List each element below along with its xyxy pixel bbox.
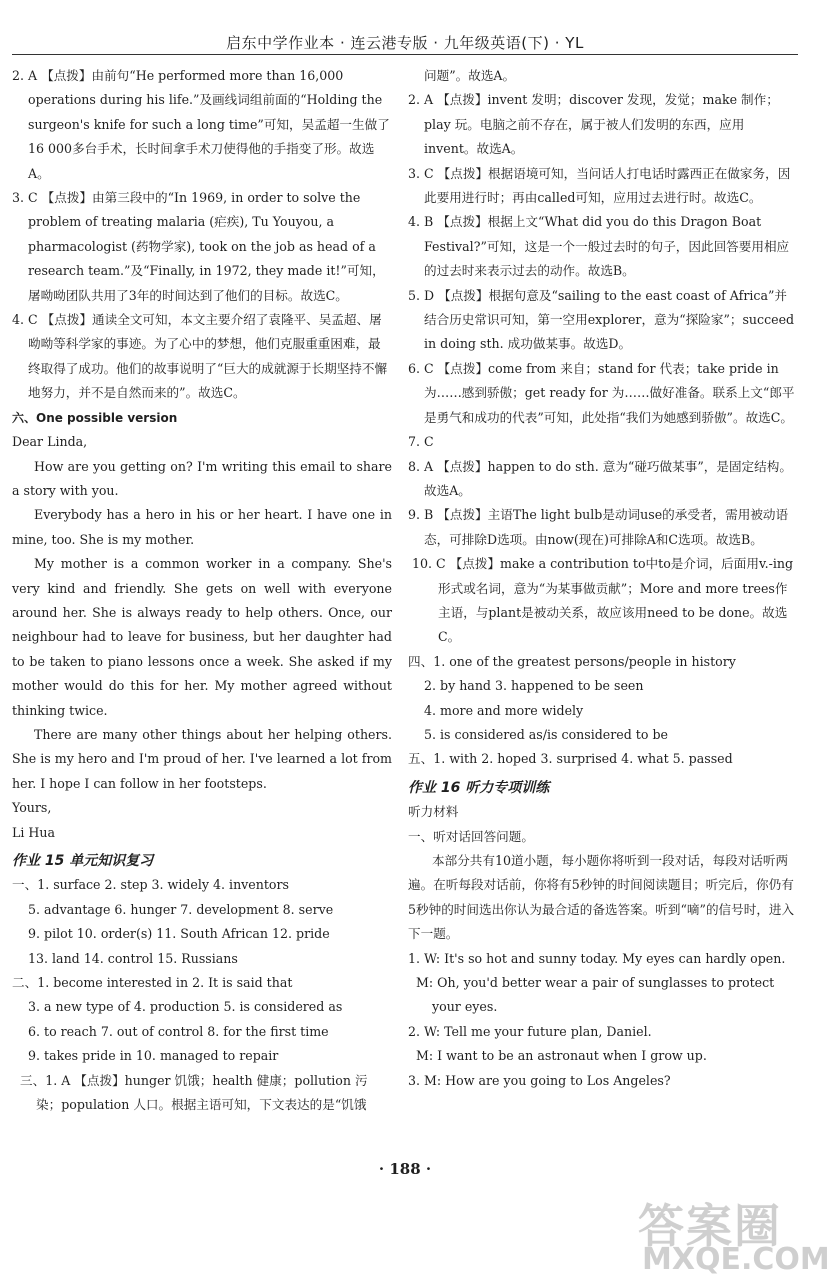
listening-item: M: I want to be an astronaut when I grow up. [416,1048,707,1064]
letter-paragraph: There are many other things about her helping others. She is my hero and I'm proud of her. I've learned a lot from her. I hope I can follow in her footsteps. [12,726,392,791]
letter-paragraph: How are you getting on? I'm writing this email to share a story with you. [12,458,392,498]
listening-item: 1. W: It's so hot and sunny today. My eyes can hardly open. [408,950,786,966]
section-16-subtitle: 听力材料 [408,804,459,820]
answer-item: 问题”。故选A。 [424,68,516,83]
answer-item: 3. C 【点拨】根据语境可知，当问话人打电话时露西正在做家务，因此要用进行时；再由called可知，应用过去进行时。故选C。 [408,165,791,206]
letter-closing: Yours, [12,800,52,816]
answer-item: 5. is considered as/is considered to be [424,726,668,742]
left-answers [12,64,392,430]
listening-item: 2. W: Tell me your future plan, Daniel. [408,1023,652,1039]
listening-item: M: Oh, you'd better wear a pair of sunglasses to protect your eyes. [416,975,775,1015]
answer-item: 3. C 【点拨】由第三段中的“In 1969, in order to solve the problem of treating malaria (疟疾), Tu Youyou, a pharmacologist (药物学家), took on the job as head of a research team.”及“Finally, in 1972, they made it!”可知，屠呦呦团队共用了3年的时间达到了他们的目标。故选C。 [12,190,385,303]
right-column [408,64,796,1093]
answer-item: 5. advantage 6. hunger 7. development 8. serve [28,901,334,917]
answer-item: 9. pilot 10. order(s) 11. South African 12. pride [28,926,330,942]
answer-item: 四、1. one of the greatest persons/people in history [408,653,736,669]
answer-item: 三、1. A 【点拨】hunger 饥饿；health 健康；pollution 污染；population 人口。根据主语可知，下文表达的是“饥饿 [20,1072,368,1113]
section-16-content [408,825,796,1093]
watermark-url: MXQE.COM [642,1242,830,1277]
answer-item: 一、1. surface 2. step 3. widely 4. inventors [12,877,289,893]
answer-item: 9. takes pride in 10. managed to repair [28,1048,279,1064]
watermark-logo [638,1190,830,1278]
page-number: · 188 · [378,1160,432,1178]
right-answers [408,64,796,772]
answer-item: 六、One possible version [12,410,178,425]
left-column [12,64,392,1117]
answer-item: 9. B 【点拨】主语The light bulb是动词use的承受者，需用被动语态，可排除D选项。由now(现在)可排除A和C选项。故选B。 [408,507,789,547]
letter-salutation: Dear Linda, [12,434,88,450]
answer-item: 2. by hand 3. happened to be seen [424,678,644,694]
answer-item: 3. a new type of 4. production 5. is considered as [28,999,343,1015]
listening-item: 一、听对话回答问题。 [408,828,534,844]
answer-item: 13. land 14. control 15. Russians [28,950,238,966]
section-16-title: 作业 16 听力专项训练 [408,779,550,796]
answer-item: 5. D 【点拨】根据句意及“sailing to the east coast of Africa”并结合历史常识可知，第一空用explorer，意为“探险家”；succeed in doing sth. 成功做某事。故选D。 [408,287,795,352]
answer-item: 4. B 【点拨】根据上文“What did you do this Dragon Boat Festival?”可知，这是一个一般过去时的句子，因此回答要用相应的过去时来表示过去的动作。故选B。 [408,214,790,279]
letter-paragraph: My mother is a common worker in a company. She's very kind and friendly. She gets on well with everyone around her. She is always ready to help others. Once, our neighbour had to leave for business, but her daughter had to be taken to piano lessons once a week. She asked if my mother would do this for her. My mother agreed without thinking twice. [12,556,392,718]
header-rule [12,54,798,55]
answer-item: 7. C [408,434,434,450]
answer-item: 8. A 【点拨】happen to do sth. 意为“碰巧做某事”，是固定结构。故选A。 [408,458,792,498]
letter-signature: Li Hua [12,824,55,840]
answer-item: 2. A 【点拨】invent 发明；discover 发现，发觉；make 制作；play 玩。电脑之前不存在，属于被人们发明的东西，应用invent。故选A。 [408,92,779,157]
letter-paragraph: Everybody has a hero in his or her heart. I have one in mine, too. She is my mother. [12,507,392,547]
answer-item: 4. C 【点拨】通读全文可知，本文主要介绍了袁隆平、吴孟超、屠呦呦等科学家的事迹。为了心中的梦想，他们克服重重困难，最终取得了成功。他们的故事说明了“巨大的成就源于长期坚持不懈地努力，并不是自然而来的”。故选C。 [12,312,388,401]
answer-item: 10. C 【点拨】make a contribution to中to是介词，后面用v.-ing形式或名词，意为“为某事做贡献”；More and more trees作主语，与plant是被动关系，故应该用need to be done。故选C。 [412,556,794,645]
answer-item: 2. A 【点拨】由前句“He performed more than 16,000 operations during his life.”及画线词组前面的“Holding the surgeon's knife for such a long time”可知，吴孟超一生做了16 000多台手术，长时间拿手术刀使得他的手指变了形。故选A。 [12,68,390,181]
listening-item: 3. M: How are you going to Los Angeles? [408,1072,671,1088]
section-15-answers [12,873,392,1117]
answer-item: 五、1. with 2. hoped 3. surprised 4. what 5. passed [408,751,733,767]
section-15-title: 作业 15 单元知识复习 [12,853,154,869]
answer-item: 4. more and more widely [424,702,584,718]
answer-item: 6. to reach 7. out of control 8. for the first time [28,1023,329,1039]
answer-item: 6. C 【点拨】come from 来自；stand for 代表；take pride in 为……感到骄傲；get ready for 为……做好准备。联系上文“郎平是勇气和成功的代表”可知，此处指“我们为她感到骄傲”。故选C。 [408,360,795,425]
watermark-chars: 答案圈 [638,1199,782,1253]
answer-item: 二、1. become interested in 2. It is said that [12,975,293,991]
listening-item: 本部分共有10道小题，每小题你将听到一段对话，每段对话听两遍。在听每段对话前，你将有5秒钟的时间阅读题目；听完后，你仍有5秒钟的时间选出你认为最合适的备选答案。听到“嘀”的信号时，进入下一题。 [408,853,795,942]
running-header: 启东中学作业本 · 连云港专版 · 九年级英语(下) · YL [226,34,584,52]
sample-letter [12,430,392,845]
